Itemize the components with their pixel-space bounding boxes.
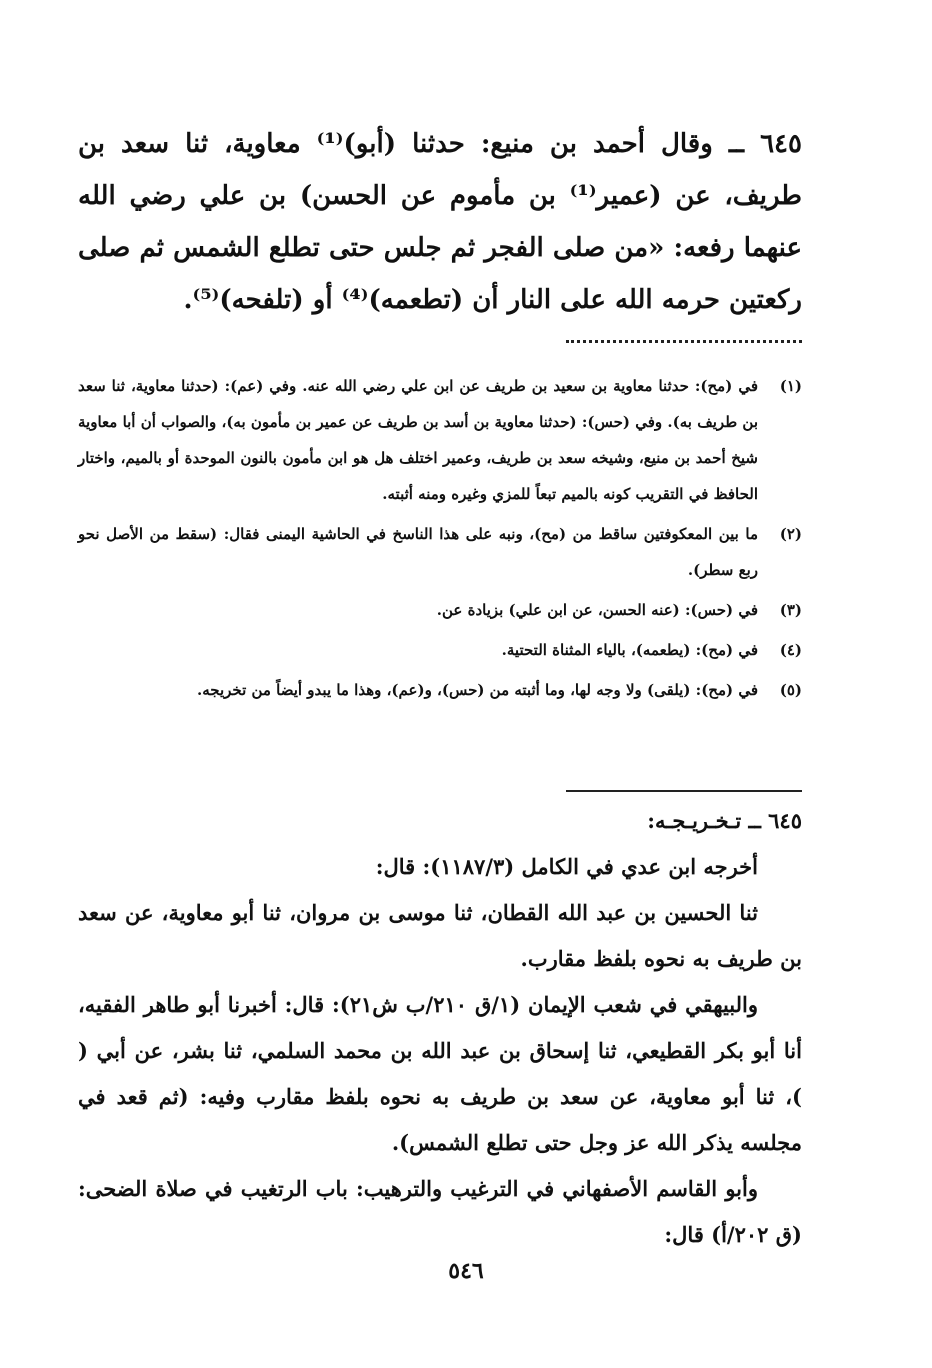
footnote (78, 632, 802, 668)
takhrij-paragraph: أخرجه ابن عدي في الكامل (١١٨٧/٣): قال: (375, 854, 758, 879)
hadith-paragraph: ٦٤٥ ــ وقال أحمد بن منيع: حدثنا (أبو)⁽¹⁾ معاوية، ثنا سعد بن طريف، عن (عمير⁽¹⁾ بن مأموم عن الحسن) بن علي رضي الله عنهما رفعه: «من صلى الفجر ثم جلس حتى تطلع الشمس ثم صلى ركعتين حرمه الله على النار أن (تطعمه)⁽⁴⁾ أو (تلفحه)⁽⁵⁾. (78, 129, 802, 315)
takhrij-heading: ٦٤٥ ــ تـخـريـجـه: (647, 808, 802, 833)
footnote-text: في (مح): (يلقى) ولا وجه لها، وما أثبته من (حس)، و(عم)، وهذا ما يبدو أيضاً من تخريجه. (197, 681, 758, 699)
footnote (78, 368, 802, 512)
section-rule (566, 790, 802, 792)
footnote-number: (٤) (779, 641, 802, 659)
footnote-text: في (حس): (عنه الحسن، عن ابن علي) بزيادة عن. (436, 601, 758, 619)
footnote (78, 672, 802, 708)
footnote-text: ما بين المعكوفتين ساقط من (مح)، ونبه على هذا الناسخ في الحاشية اليمنى فقال: (سقط من الأصل نحو ربع سطر). (78, 525, 758, 579)
footnote (78, 592, 802, 628)
takhrij-paragraph: ثنا الحسين بن عبد الله القطان، ثنا موسى بن مروان، ثنا أبو معاوية، عن سعد بن طريف به نحوه بلفظ مقارب. (78, 900, 802, 971)
footnote-number: (٣) (779, 601, 802, 619)
footnotes-block (78, 368, 802, 712)
footnote-text: في (مح): (يطعمه)، بالياء المثناة التحتية. (501, 641, 758, 659)
footnote-number: (٢) (779, 525, 802, 543)
footnote-number: (٥) (779, 681, 802, 699)
footnote (78, 516, 802, 588)
takhrij-paragraph: وأبو القاسم الأصفهاني في الترغيب والترهيب: باب الرتغيب في صلاة الضحى: (ق ٢٠٢/أ) قال: (78, 1176, 802, 1247)
takhrij-paragraph: والبيهقي في شعب الإيمان (١/ق ٢١٠/ب ش٢١): قال: أخبرنا أبو طاهر الفقيه، أنا أبو بكر القطيعي، ثنا إسحاق بن عبد الله بن محمد السلمي، ثنا بشر، عن أبي ( )، ثنا أبو معاوية، عن سعد بن طريف به نحوه بلفظ مقارب وفيه: (ثم قعد في مجلسه يذكر الله عز وجل حتى تطلع الشمس). (78, 992, 802, 1155)
takhrij-section (78, 798, 802, 1258)
footnote-number: (١) (779, 377, 802, 395)
dotted-separator (566, 340, 802, 343)
hadith-text-block (78, 118, 802, 326)
footnote-text: في (مح): حدثنا معاوية بن سعيد بن طريف عن ابن علي رضي الله عنه. وفي (عم): (حدثنا معاوية، ثنا سعد بن طريف به). وفي (حس): (حدثنا معاوية بن أسد بن طريف عن عمير بن مأمون به)، والصواب أن أبا معاوية شيخ أحمد بن منيع، وشيخه سعد بن طريف، وعمير اختلف هل هو ابن مأمون بالنون الموحدة أو بالميم، واختار الحافظ في التقريب كونه بالميم تبعاً للمزي وغيره ومنه أثبته. (78, 377, 759, 503)
page-number: ٥٤٦ (448, 1258, 484, 1284)
